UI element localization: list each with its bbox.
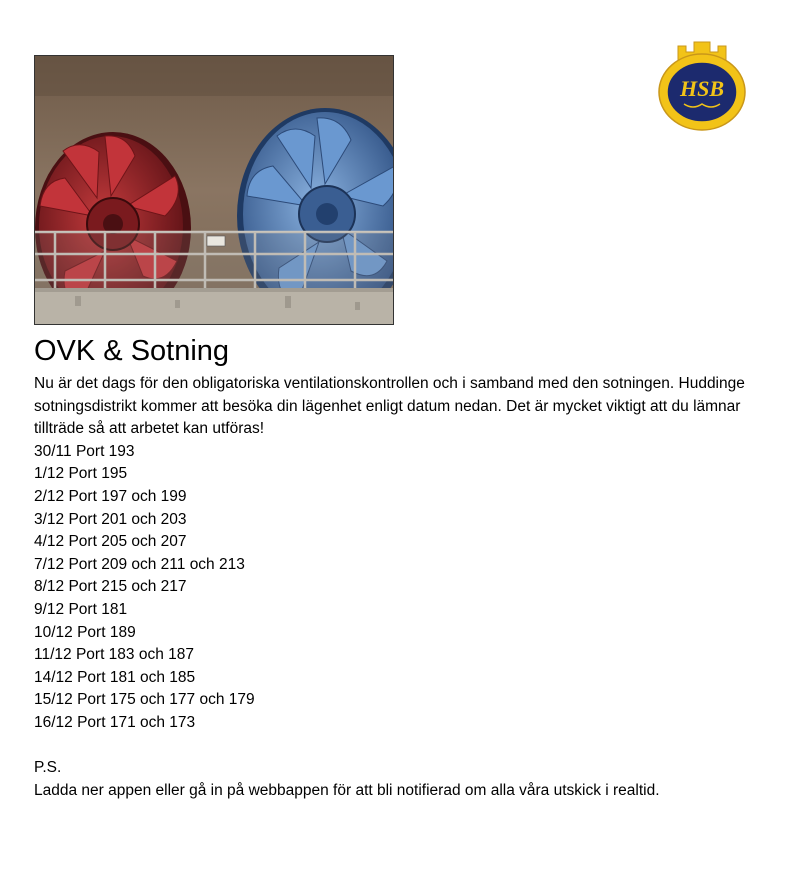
ps-text: Ladda ner appen eller gå in på webbappen för att bli notifierad om alla våra utskick i realtid. (34, 781, 660, 799)
schedule-item: 7/12 Port 209 och 211 och 213 (34, 555, 245, 573)
schedule-item: 9/12 Port 181 (34, 600, 128, 618)
schedule-item: 4/12 Port 205 och 207 (34, 533, 187, 551)
schedule-item: 10/12 Port 189 (34, 623, 136, 641)
intro-paragraph: Nu är det dags för den obligatoriska ventilationskontrollen och i samband med den sotningen. Huddinge sotningsdistrikt kommer att besöka din lägenhet enligt datum nedan. Det är mycket viktigt att du lämnar tillträde så att arbetet kan utföras! (34, 375, 745, 438)
logo-text: HSB (679, 76, 725, 101)
schedule-item: 15/12 Port 175 och 177 och 179 (34, 691, 255, 709)
document-title: OVK & Sotning (34, 335, 230, 367)
spacer (34, 735, 754, 758)
document-body (34, 373, 754, 802)
schedule-item: 30/11 Port 193 (34, 442, 135, 460)
hsb-logo (656, 38, 748, 132)
schedule-list (34, 441, 754, 735)
schedule-item: 3/12 Port 201 och 203 (34, 510, 187, 528)
schedule-item: 16/12 Port 171 och 173 (34, 713, 196, 731)
ps-label: P.S. (34, 759, 62, 777)
schedule-item: 11/12 Port 183 och 187 (34, 646, 195, 664)
schedule-item: 8/12 Port 215 och 217 (34, 578, 187, 596)
schedule-item: 1/12 Port 195 (34, 465, 128, 483)
schedule-item: 14/12 Port 181 och 185 (34, 668, 196, 686)
ventilation-fans-photo (34, 55, 394, 325)
schedule-item: 2/12 Port 197 och 199 (34, 487, 187, 505)
